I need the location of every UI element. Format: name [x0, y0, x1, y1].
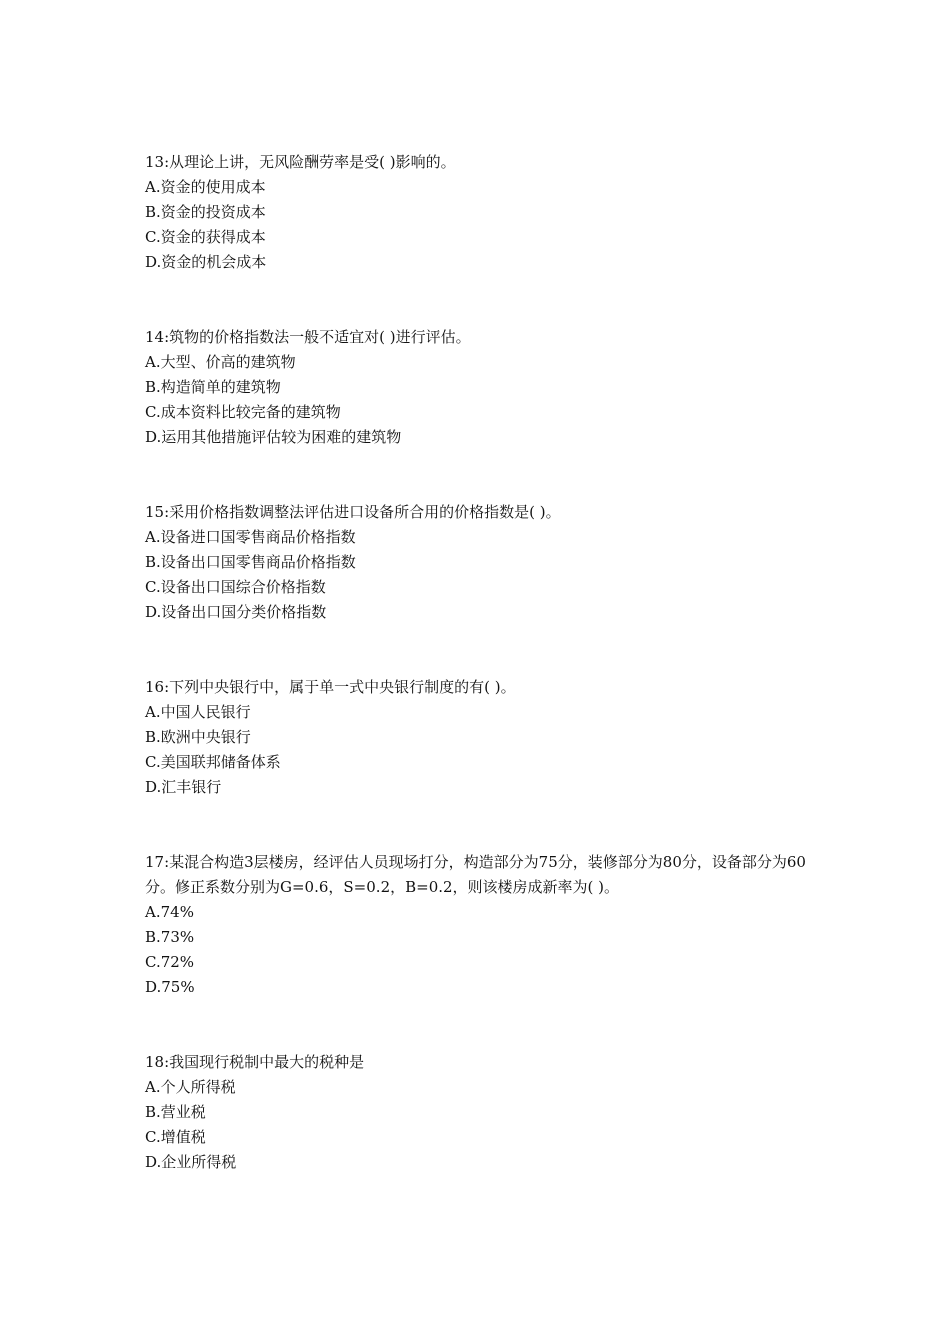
option-a: A.中国人民银行: [145, 703, 251, 721]
option-a: A.74%: [145, 903, 194, 921]
option-d: D.75%: [145, 978, 195, 996]
option-a: A.设备进口国零售商品价格指数: [145, 528, 356, 546]
option-d: D.设备出口国分类价格指数: [145, 603, 327, 621]
question-16: [145, 675, 815, 800]
option-a: A.个人所得税: [145, 1078, 236, 1096]
question-title: 17:某混合构造3层楼房，经评估人员现场打分，构造部分为75分，装修部分为80分，设备部分为60分。修正系数分别为G=0.6，S=0.2，B=0.2，则该楼房成新率为( )。: [145, 853, 806, 896]
option-d: D.企业所得税: [145, 1153, 237, 1171]
document-page: [145, 150, 815, 1225]
question-title: 15:采用价格指数调整法评估进口设备所合用的价格指数是( )。: [145, 503, 561, 521]
option-c: C.72%: [145, 953, 195, 971]
question-title: 14:筑物的价格指数法一般不适宜对( )进行评估。: [145, 328, 471, 346]
option-d: D.汇丰银行: [145, 778, 222, 796]
question-18: [145, 1050, 815, 1175]
option-b: B.欧洲中央银行: [145, 728, 251, 746]
option-c: C.资金的获得成本: [145, 228, 266, 246]
option-c: C.设备出口国综合价格指数: [145, 578, 326, 596]
option-b: B.营业税: [145, 1103, 206, 1121]
option-b: B.73%: [145, 928, 195, 946]
option-b: B.资金的投资成本: [145, 203, 266, 221]
question-title: 18:我国现行税制中最大的税种是: [145, 1053, 365, 1071]
option-b: B.构造简单的建筑物: [145, 378, 281, 396]
option-d: D.运用其他措施评估较为困难的建筑物: [145, 428, 402, 446]
option-a: A.资金的使用成本: [145, 178, 266, 196]
option-b: B.设备出口国零售商品价格指数: [145, 553, 356, 571]
question-title: 13:从理论上讲，无风险酬劳率是受( )影响的。: [145, 153, 456, 171]
question-14: [145, 325, 815, 450]
question-15: [145, 500, 815, 625]
option-c: C.增值税: [145, 1128, 206, 1146]
question-13: [145, 150, 815, 275]
option-c: C.成本资料比较完备的建筑物: [145, 403, 341, 421]
question-title: 16:下列中央银行中，属于单一式中央银行制度的有( )。: [145, 678, 516, 696]
question-17: [145, 850, 815, 1000]
option-a: A.大型、价高的建筑物: [145, 353, 296, 371]
option-d: D.资金的机会成本: [145, 253, 267, 271]
option-c: C.美国联邦储备体系: [145, 753, 281, 771]
